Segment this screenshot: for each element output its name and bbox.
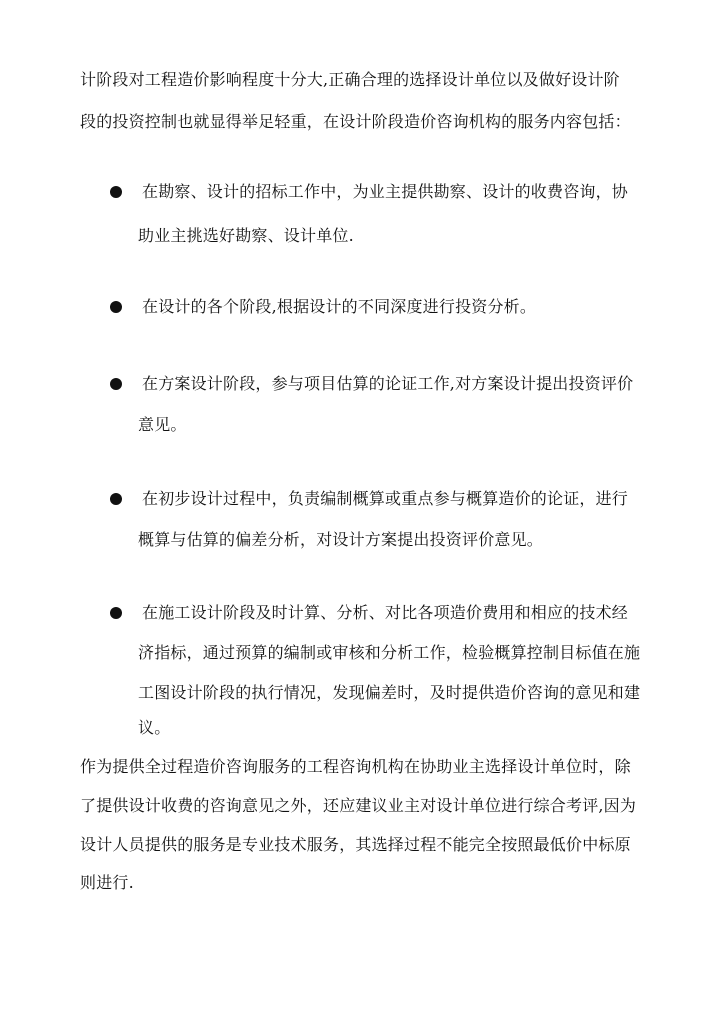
bullet-line: 工图设计阶段的执行情况，发现偏差时，及时提供造价咨询的意见和建 [138, 683, 641, 702]
bullet-icon [110, 378, 122, 390]
intro-line: 段的投资控制也就显得举足轻重，在设计阶段造价咨询机构的服务内容包括： [80, 112, 631, 131]
intro-line: 计阶段对工程造价影响程度十分大,正确合理的选择设计单位以及做好设计阶 [80, 70, 620, 89]
bullet-line: 概算与估算的偏差分析，对设计方案提出投资评价意见。 [138, 530, 544, 549]
bullet-icon [110, 607, 122, 619]
conclusion-line: 则进行. [80, 873, 134, 892]
bullet-icon [110, 493, 122, 505]
bullet-icon [110, 301, 122, 313]
conclusion-line: 了提供设计收费的咨询意见之外，还应建议业主对设计单位进行综合考评,因为 [80, 796, 637, 815]
bullet-line: 在勘察、设计的招标工作中，为业主提供勘察、设计的收费咨询，协 [142, 182, 629, 201]
bullet-line: 议。 [138, 718, 171, 737]
bullet-line: 在初步设计过程中，负责编制概算或重点参与概算造价的论证，进行 [142, 489, 629, 508]
bullet-line: 在方案设计阶段，参与项目估算的论证工作,对方案设计提出投资评价 [142, 374, 634, 393]
bullet-line: 助业主挑选好勘察、设计单位. [138, 226, 354, 245]
bullet-line: 济指标，通过预算的编制或审核和分析工作，检验概算控制目标值在施 [138, 643, 641, 662]
bullet-icon [110, 186, 122, 198]
bullet-line: 在设计的各个阶段,根据设计的不同深度进行投资分析。 [142, 297, 537, 316]
conclusion-line: 作为提供全过程造价咨询服务的工程咨询机构在协助业主选择设计单位时，除 [80, 757, 631, 776]
conclusion-line: 设计人员提供的服务是专业技术服务，其选择过程不能完全按照最低价中标原 [80, 835, 631, 854]
bullet-line: 在施工设计阶段及时计算、分析、对比各项造价费用和相应的技术经 [142, 603, 629, 622]
bullet-line: 意见。 [138, 415, 187, 434]
